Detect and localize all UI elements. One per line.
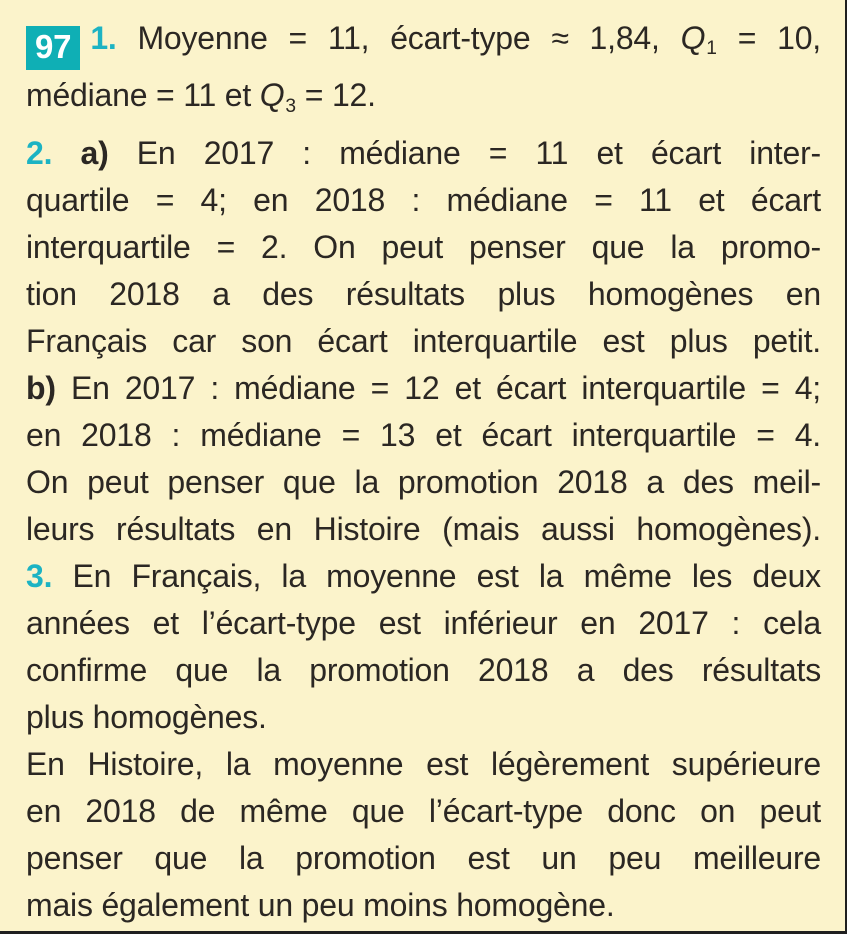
text-run: penser que la promotion est un peu meilleure	[26, 839, 821, 876]
text-run: tion 2018 a des résultats plus homogènes en	[26, 275, 821, 312]
question-number-marker: 2.	[26, 134, 53, 171]
text-run: plus homogènes.	[26, 698, 267, 735]
text-run: Français car son écart interquartile est plus petit.	[26, 322, 821, 359]
text-run: en 2018 de même que l’écart-type donc on peut	[26, 792, 821, 829]
math-variable-subscript: 3	[285, 95, 297, 117]
math-variable: $Q_3$	[259, 77, 297, 117]
text-line	[26, 835, 821, 882]
exercise-number-badge: 97	[26, 26, 80, 70]
text-line	[26, 130, 821, 177]
sub-question-label: a)	[52, 134, 109, 171]
text-line	[26, 15, 821, 72]
text-run: années et l’écart-type est inférieur en 2017 : cela	[26, 604, 821, 641]
solution-text	[26, 15, 821, 929]
text-run: mais également un peu moins homogène.	[26, 886, 615, 923]
text-line	[26, 647, 821, 694]
sub-question-label: b)	[26, 369, 56, 406]
text-run: En Français, la moyenne est la même les deux	[52, 557, 821, 594]
text-line	[26, 177, 821, 224]
text-line	[26, 318, 821, 365]
text-line	[26, 72, 821, 129]
math-variable: $Q_1$	[680, 20, 717, 60]
text-run: confirme que la promotion 2018 a des résultats	[26, 651, 821, 688]
text-line	[26, 506, 821, 553]
text-line	[26, 788, 821, 835]
math-variable-subscript: 1	[706, 38, 717, 60]
text-line	[26, 741, 821, 788]
text-line	[26, 412, 821, 459]
text-run: En 2017 : médiane = 12 et écart interquartile = 4;	[55, 369, 821, 406]
text-run: = 12.	[296, 77, 376, 114]
text-line	[26, 271, 821, 318]
text-run: En Histoire, la moyenne est légèrement supérieure	[26, 745, 821, 782]
text-line	[26, 224, 821, 271]
text-run: en 2018 : médiane = 13 et écart interquartile = 4.	[26, 416, 821, 453]
question-number-marker: 1.	[90, 20, 117, 56]
text-line	[26, 600, 821, 647]
text-run: En 2017 : médiane = 11 et écart inter-	[108, 134, 822, 171]
question-number-marker: 3.	[26, 557, 53, 594]
text-line	[26, 882, 821, 929]
text-run: leurs résultats en Histoire (mais aussi homogènes).	[26, 510, 821, 547]
text-line	[26, 459, 821, 506]
text-run: Moyenne = 11, écart-type ≈ 1,84,	[116, 20, 681, 56]
text-line	[26, 365, 821, 412]
text-run: = 10,	[716, 20, 821, 56]
text-run: quartile = 4; en 2018 : médiane = 11 et écart	[26, 181, 821, 218]
text-run: On peut penser que la promotion 2018 a des meil-	[26, 463, 821, 500]
text-run: interquartile = 2. On peut penser que la promo-	[26, 228, 821, 265]
text-run: médiane = 11 et	[26, 77, 260, 114]
text-line	[26, 694, 821, 741]
text-line	[26, 553, 821, 600]
